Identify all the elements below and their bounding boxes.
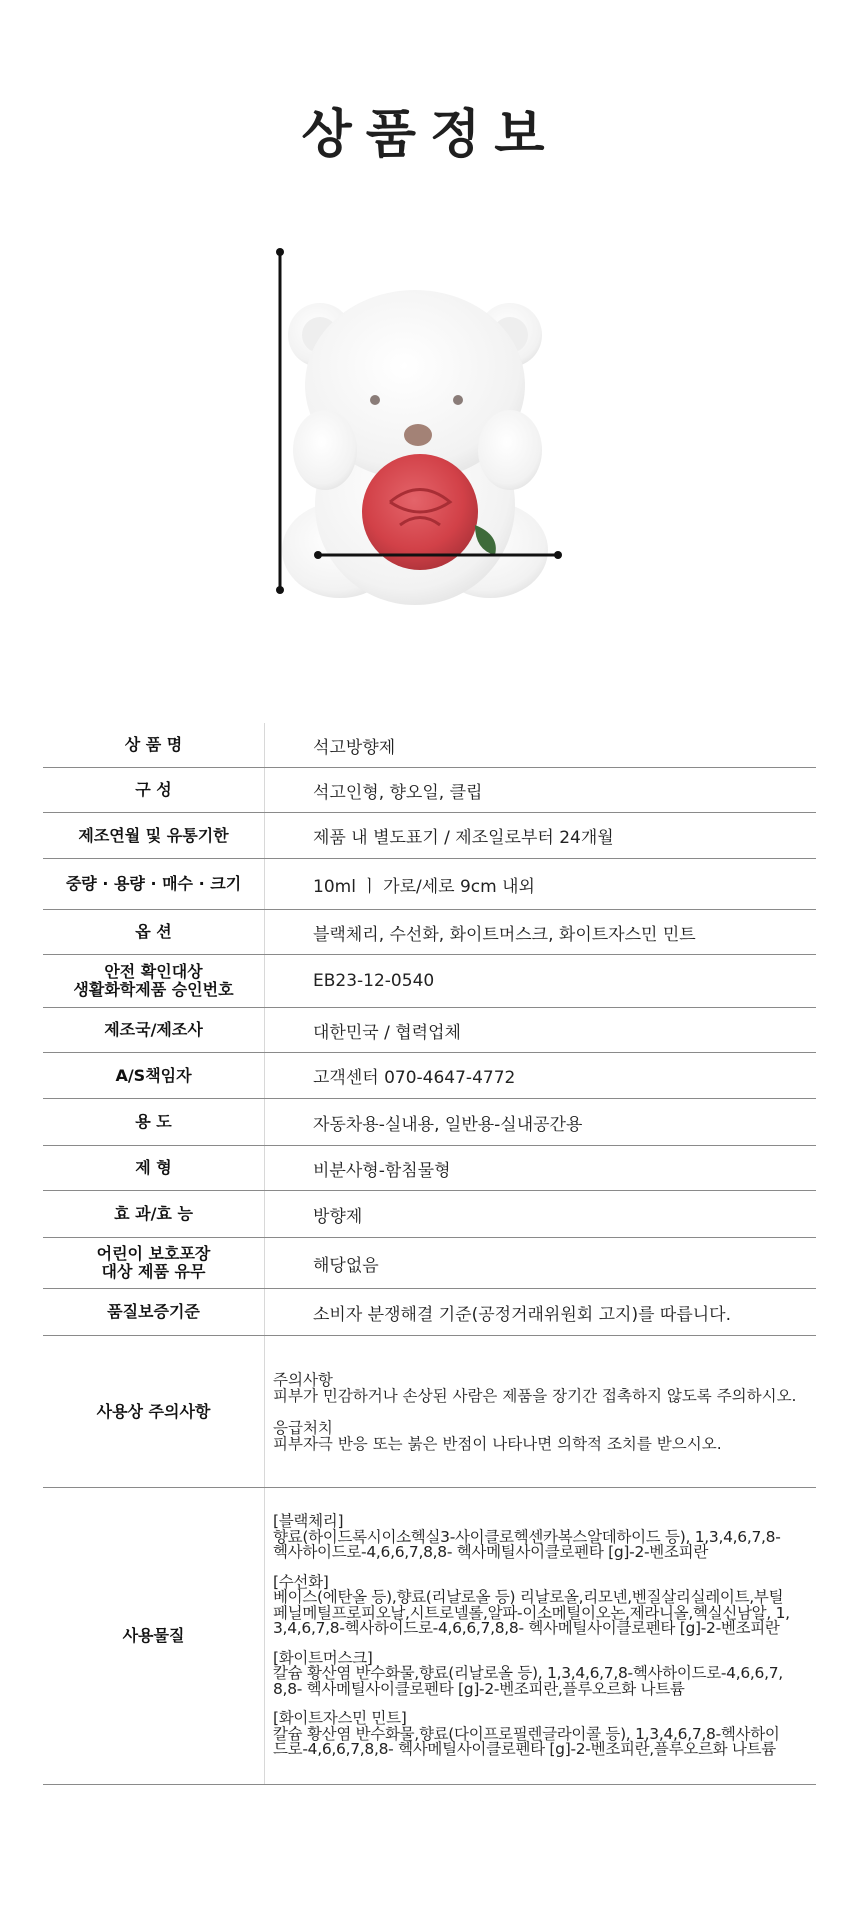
spec-row xyxy=(43,813,816,859)
first-aid-title: 응급처치 xyxy=(273,1418,333,1437)
spec-label: 어린이 보호포장 대상 제품 유무 xyxy=(43,1238,265,1288)
spec-label: 제조국/제조사 xyxy=(43,1008,265,1052)
spec-row xyxy=(43,723,816,768)
spec-row xyxy=(43,859,816,910)
spec-value: 10ml ㅣ 가로/세로 9cm 내외 xyxy=(313,876,535,897)
spec-value: 비분사형-함침물형 xyxy=(313,1160,451,1181)
spec-value: 고객센터 070-4647-4772 xyxy=(313,1068,516,1088)
ingredient-block-black-cherry: [블랙체리] 향료(하이드록시이소헥실3-사이클로헥센카복스알데하이드 등), 1,3,4,6,7,8- 헥사하이드로-4,6,6,7,8,8- 헥사메틸사이클로펜타 [g]-2-벤조피란 xyxy=(273,1512,781,1562)
spec-row xyxy=(43,1238,816,1289)
spec-value: 소비자 분쟁해결 기준(공정거래위원회 고지)를 따릅니다. xyxy=(313,1304,731,1325)
spec-value: 대한민국 / 협력업체 xyxy=(313,1022,461,1043)
caution-title: 주의사항 xyxy=(273,1370,333,1389)
spec-label: 상 품 명 xyxy=(43,723,265,767)
caution-label: 사용상 주의사항 xyxy=(43,1336,265,1487)
first-aid-text: 피부자극 반응 또는 붉은 반점이 나타나면 의학적 조치를 받으시오. xyxy=(273,1434,722,1453)
page-title: 상품정보 xyxy=(301,105,559,165)
spec-value: 석고인형, 향오일, 클립 xyxy=(313,782,483,803)
spec-value: 방향제 xyxy=(313,1206,363,1227)
ingredient-block-white-jasmine-mint: [화이트자스민 민트] 칼슘 황산염 반수화물,향료(다이프로필렌글라이콜 등), 1,3,4,6,7,8-헥사하이 드로-4,6,6,7,8,8- 헥사메틸사이클로펜타 [g]-2-벤조피란,플루오르화 나트륨 xyxy=(273,1709,780,1759)
spec-value: EB23-12-0540 xyxy=(313,971,435,991)
spec-row xyxy=(43,1146,816,1191)
spec-label: 중량 · 용량 · 매수 · 크기 xyxy=(43,859,265,909)
spec-row xyxy=(43,1099,816,1146)
spec-table xyxy=(43,723,816,1785)
spec-label: 구 성 xyxy=(43,768,265,812)
spec-label: 안전 확인대상 생활화학제품 승인번호 xyxy=(43,955,265,1007)
spec-row xyxy=(43,1053,816,1099)
spec-value: 블랙체리, 수선화, 화이트머스크, 화이트자스민 민트 xyxy=(313,924,696,945)
caution-text: 피부가 민감하거나 손상된 사람은 제품을 장기간 접촉하지 않도록 주의하시오. xyxy=(273,1386,797,1405)
spec-label: 품질보증기준 xyxy=(43,1289,265,1335)
spec-value: 석고방향제 xyxy=(313,737,396,758)
spec-label: 옵 션 xyxy=(43,910,265,954)
ingredients-content xyxy=(265,1488,816,1784)
spec-row xyxy=(43,955,816,1008)
spec-row xyxy=(43,1191,816,1238)
ingredient-block-narcissus: [수선화] 베이스(에탄올 등),향료(리날로올 등) 리날로올,리모넨,벤질살리실레이트,부틸 페닐메틸프로피오날,시트로넬롤,알파-이소메틸이오논,제라니올,헥실신남알, 1, 3,4,6,7,8-헥사하이드로-4,6,6,7,8,8- 헥사메틸사이클로펜타 [g]-2-벤조피란 xyxy=(273,1572,790,1638)
caution-content xyxy=(265,1336,816,1487)
spec-row xyxy=(43,768,816,813)
ingredient-block-white-musk: [화이트머스크] 칼슘 황산염 반수화물,향료(리날로올 등), 1,3,4,6,7,8-헥사하이드로-4,6,6,7, 8,8- 헥사메틸사이클로펜타 [g]-2-벤조피란,플루오르화 나트륨 xyxy=(273,1648,783,1698)
spec-label: 제 형 xyxy=(43,1146,265,1190)
spec-label: 제조연월 및 유통기한 xyxy=(43,813,265,858)
ingredients-row xyxy=(43,1488,816,1785)
spec-row xyxy=(43,910,816,955)
spec-value: 해당없음 xyxy=(313,1255,379,1276)
spec-row xyxy=(43,1289,816,1336)
spec-label: 용 도 xyxy=(43,1099,265,1145)
caution-row xyxy=(43,1336,816,1488)
bear-figurine-image xyxy=(260,240,580,610)
spec-value: 제품 내 별도표기 / 제조일로부터 24개월 xyxy=(313,828,614,848)
spec-label: A/S책임자 xyxy=(43,1053,265,1098)
spec-row xyxy=(43,1008,816,1053)
ingredients-label: 사용물질 xyxy=(43,1488,265,1784)
spec-value: 자동차용-실내용, 일반용-실내공간용 xyxy=(313,1114,583,1135)
spec-label: 효 과/효 능 xyxy=(43,1191,265,1237)
